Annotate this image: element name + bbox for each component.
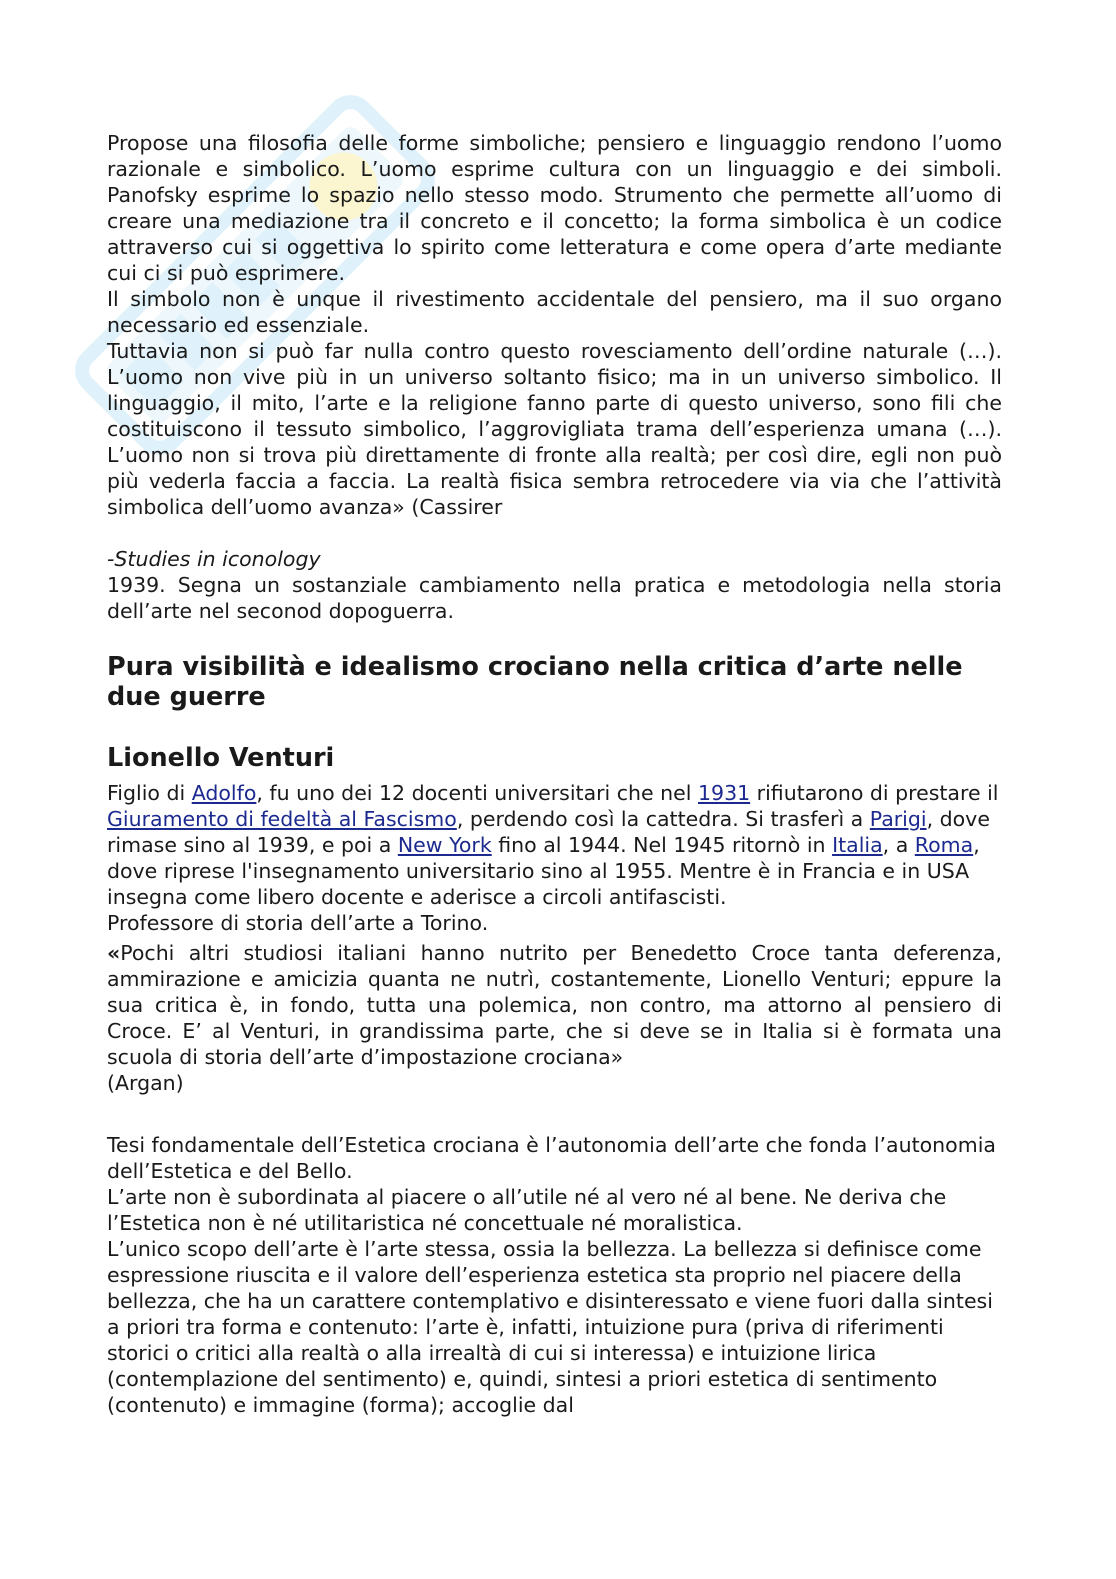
link-roma[interactable]: Roma: [914, 833, 974, 857]
studies-title: -Studies in iconology: [107, 547, 321, 571]
studies-text: 1939. Segna un sostanziale cambiamento nella pratica e metodologia nella storia dell’arte nel seconod dopoguerra.: [107, 573, 1002, 623]
studies-section: [107, 546, 1002, 624]
professor-line: Professore di storia dell’arte a Torino.: [107, 911, 489, 935]
link-adolfo[interactable]: Adolfo: [191, 781, 257, 805]
argan-quote-text: «Pochi altri studiosi italiani hanno nutrito per Benedetto Croce tanta deferenza, ammirazione e amicizia quanta ne nutrì, costantemente, Lionello Venturi; eppure la sua critica è, in fondo, tutta una polemica, non contro, ma attorno al pensiero di Croce. E’ al Venturi, in grandissima parte, che si deve se in Italia si è formata una scuola di storia dell’arte d’impostazione crociana»: [107, 941, 1002, 1069]
document-page: [107, 130, 1002, 1418]
argan-quote: [107, 940, 1002, 1096]
venturi-bio: [107, 780, 1002, 936]
intro-paragraph-1: Propose una filosofia delle forme simboliche; pensiero e linguaggio rendono l’uomo razionale e simbolico. L’uomo esprime cultura con un linguaggio e dei simboli. Panofsky esprime lo spazio nello stesso modo. Strumento che permette all’uomo di creare una mediazione tra il concreto e il concetto; la forma simbolica è un codice attraverso cui si oggettiva lo spirito come letteratura e come opera d’arte mediante cui ci si può esprimere.: [107, 131, 1002, 285]
croce-paragraph-1: Tesi fondamentale dell’Estetica crociana è l’autonomia dell’arte che fonda l’autonomia dell’Estetica e del Bello.: [107, 1133, 996, 1183]
intro-section: [107, 130, 1002, 520]
link-giuramento[interactable]: Giuramento di fedeltà al Fascismo: [107, 807, 457, 831]
cassirer-quote-paragraph: Tuttavia non si può far nulla contro questo rovesciamento dell’ordine naturale (…). L’uomo non vive più in un universo soltanto fisico; ma in un universo simbolico. Il linguaggio, il mito, l’arte e la religione fanno parte di questo universo, sono fili che costituiscono il tessuto simbolico, l’aggrovigliata trama dell’esperienza umana (…). L’uomo non si trova più direttamente di fronte alla realtà; per così dire, egli non può più vederla faccia a faccia. La realtà fisica sembra retrocedere via via che l’attività simbolica dell’uomo avanza» (Cassirer: [107, 339, 1002, 519]
link-1931[interactable]: 1931: [697, 781, 751, 805]
croce-paragraph-3: L’unico scopo dell’arte è l’arte stessa, ossia la bellezza. La bellezza si definisce come espressione riuscita e il valore dell’esperienza estetica sta proprio nel piacere della bellezza, che ha un carattere contemplativo e disinteressato e viene fuori dalla sintesi a priori tra forma e contenuto: l’arte è, infatti, intuizione pura (priva di riferimenti storici o critici alla realtà o alla irrealtà di cui si interessa) e intuizione lirica (contemplazione del sentimento) e, quindi, sintesi a priori estetica di sentimento (contenuto) e immagine (forma); accoglie dal: [107, 1237, 993, 1417]
argan-quote-author: (Argan): [107, 1071, 184, 1095]
link-parigi[interactable]: Parigi: [869, 807, 927, 831]
link-italia[interactable]: Italia: [832, 833, 883, 857]
bio-paragraph: Figlio di Adolfo, fu uno dei 12 docenti universitari che nel 1931 rifiutarono di prestare il Giuramento di fedeltà al Fascismo, perdendo così la cattedra. Si trasferì a Parigi, dove rimase sino al 1939, e poi a New York fino al 1944. Nel 1945 ritornò in Italia, a Roma, dove riprese l'insegnamento universitario sino al 1955. Mentre è in Francia e in USA insegna come libero docente e aderisce a circoli antifascisti.: [107, 781, 999, 909]
link-new-york[interactable]: New York: [397, 833, 492, 857]
section-heading-pura-visibilita: Pura visibilità e idealismo crociano nella critica d’arte nelle due guerre: [107, 652, 963, 712]
section-heading-venturi: Lionello Venturi: [107, 743, 335, 773]
croce-section: [107, 1132, 1002, 1418]
intro-paragraph-2: Il simbolo non è unque il rivestimento accidentale del pensiero, ma il suo organo necessario ed essenziale.: [107, 287, 1002, 337]
croce-paragraph-2: L’arte non è subordinata al piacere o all’utile né al vero né al bene. Ne deriva che l’Estetica non è né utilitaristica né concettuale né moralistica.: [107, 1185, 947, 1235]
